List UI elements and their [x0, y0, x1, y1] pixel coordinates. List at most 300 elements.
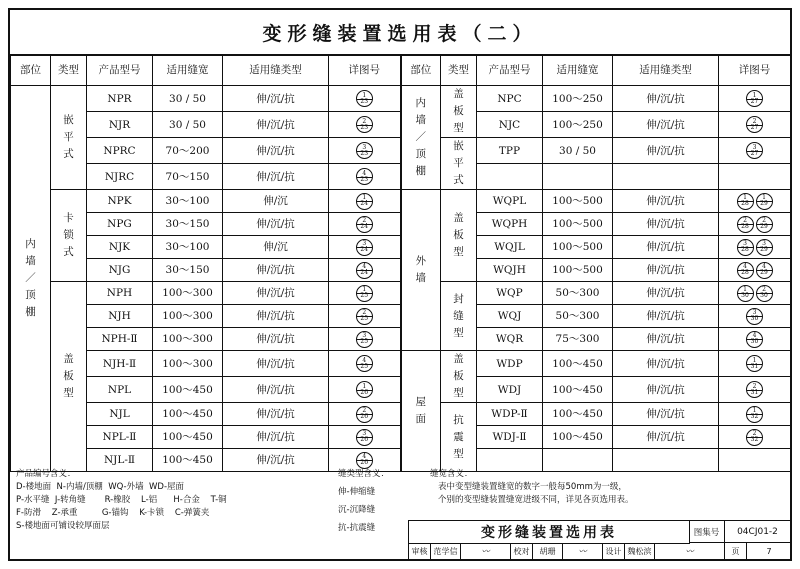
joint-width: 100～300: [153, 328, 223, 351]
detail-index-number: 3: [362, 240, 367, 247]
type-cell: [441, 86, 477, 138]
joint-kind: [613, 164, 719, 190]
detail-index-number: 2: [752, 430, 757, 437]
sig-label-design: 设计: [603, 543, 625, 560]
detail-ref-cell: [329, 138, 401, 164]
detail-index-number: 1: [752, 91, 757, 99]
detail-ref-cell: [329, 112, 401, 138]
joint-width: 100～500: [543, 190, 613, 213]
detail-index-symbol: [737, 239, 754, 256]
detail-index-number: 1: [762, 194, 766, 201]
product-model: TPP: [477, 138, 543, 164]
kind-legend-title: 缝类型含义：: [338, 469, 390, 479]
product-model: NPH: [87, 282, 153, 305]
detail-index-number: 4: [743, 263, 747, 270]
detail-index-symbol: [356, 429, 373, 446]
detail-index-symbol: [356, 406, 373, 423]
detail-index-symbol: [746, 331, 763, 348]
joint-kind: 伸/沉/抗: [223, 305, 329, 328]
joint-kind: 伸/沉/抗: [613, 213, 719, 236]
product-model: NPL: [87, 377, 153, 403]
detail-ref-cell: [329, 259, 401, 282]
column-header: 详图号: [719, 55, 791, 86]
detail-index-number: 4: [362, 263, 367, 270]
detail-index-number: 3: [752, 143, 757, 151]
detail-index-symbol: [356, 90, 373, 107]
product-model: WQR: [477, 328, 543, 351]
detail-index-number: 2: [362, 117, 367, 125]
detail-page-number: 24: [360, 200, 369, 207]
joint-kind: 伸/沉/抗: [613, 138, 719, 164]
joint-width: 100～450: [153, 426, 223, 449]
table-row: [11, 190, 791, 213]
detail-page-number: 28: [741, 200, 749, 207]
signature-review: 〰: [461, 543, 511, 560]
detail-index-symbol: [746, 355, 763, 372]
product-model: NPL-Ⅱ: [87, 426, 153, 449]
detail-page-number: 30: [750, 315, 759, 322]
product-model: NJR: [87, 112, 153, 138]
joint-kind: 伸/沉/抗: [223, 213, 329, 236]
joint-width: 100～250: [543, 86, 613, 112]
detail-index-number: 2: [752, 117, 757, 125]
detail-index-number: 3: [762, 240, 766, 247]
joint-width: 100～500: [543, 213, 613, 236]
joint-width: 30～100: [153, 190, 223, 213]
detail-ref-cell: [719, 351, 791, 377]
product-model: WQJL: [477, 236, 543, 259]
detail-index-symbol: [356, 116, 373, 133]
joint-kind: 伸/沉/抗: [613, 351, 719, 377]
detail-index-symbol: [356, 142, 373, 159]
detail-index-number: 3: [752, 309, 757, 316]
code-legend-line: P-水平缝 J-转角缝 R-橡胶 L-铝 H-合金 T-铜: [16, 495, 227, 505]
detail-index-number: 1: [362, 91, 367, 99]
detail-index-symbol: [746, 142, 763, 159]
joint-width: 30 / 50: [153, 112, 223, 138]
detail-ref-cell: [719, 190, 791, 213]
detail-index-symbol: [356, 216, 373, 233]
joint-width: 50～300: [543, 282, 613, 305]
product-model: NPRC: [87, 138, 153, 164]
detail-page-number: 30: [750, 338, 759, 345]
joint-width: 30～100: [153, 236, 223, 259]
kind-legend-line: 抗-抗震缝: [338, 523, 376, 533]
detail-index-symbol: [356, 355, 373, 372]
joint-width: 100～450: [153, 377, 223, 403]
type-cell-text: 嵌平式: [63, 114, 74, 160]
type-cell-text: 卡锁式: [63, 212, 74, 258]
column-header: 适用缝宽: [153, 55, 223, 86]
product-model: WDJ: [477, 377, 543, 403]
detail-index-symbol: [756, 262, 773, 279]
joint-kind: 伸/沉/抗: [613, 305, 719, 328]
joint-kind: 伸/沉/抗: [613, 403, 719, 426]
joint-kind: 伸/沉: [223, 236, 329, 259]
sig-name-review: 范学信: [431, 543, 461, 560]
detail-ref-cell: [329, 328, 401, 351]
detail-index-symbol: [756, 216, 773, 233]
product-model: NJH: [87, 305, 153, 328]
location-cell: [401, 351, 441, 472]
detail-index-number: 1: [752, 407, 757, 414]
type-cell-text: 盖板型: [453, 353, 464, 399]
joint-kind: 伸/沉/抗: [223, 328, 329, 351]
table-row: [11, 86, 791, 112]
detail-ref-cell: [329, 213, 401, 236]
joint-width: 100～450: [153, 449, 223, 472]
detail-page-number: 30: [760, 292, 768, 299]
detail-page-number: 24: [360, 223, 369, 230]
detail-page-number: 29: [760, 200, 768, 207]
joint-width: 100～500: [543, 259, 613, 282]
detail-ref-cell: [719, 138, 791, 164]
detail-ref-cell: [329, 164, 401, 190]
detail-ref-cell: [719, 426, 791, 449]
detail-page-number: 27: [750, 149, 759, 157]
joint-kind: 伸/沉: [223, 190, 329, 213]
detail-index-number: 2: [362, 407, 367, 414]
product-model: WQJ: [477, 305, 543, 328]
product-model: WQPH: [477, 213, 543, 236]
detail-index-symbol: [356, 308, 373, 325]
joint-width: 100～450: [153, 403, 223, 426]
detail-page-number: 27: [750, 97, 759, 105]
detail-page-number: 31: [750, 362, 759, 370]
type-cell-text: 盖板型: [453, 88, 464, 134]
detail-page-number: 29: [760, 246, 768, 253]
code-legend-title: 产品编号含义：: [16, 469, 76, 479]
detail-index-number: 1: [752, 356, 757, 364]
detail-index-number: 3: [362, 143, 367, 151]
product-model: WQJH: [477, 259, 543, 282]
code-legend-line: D-楼地面 N-内墙/顶棚 WQ-外墙 WD-屋面: [16, 482, 185, 492]
product-model: WDJ-Ⅱ: [477, 426, 543, 449]
detail-index-symbol: [356, 168, 373, 185]
detail-page-number: 29: [760, 223, 768, 230]
joint-width: 100～450: [543, 377, 613, 403]
detail-ref-cell: [329, 282, 401, 305]
location-cell-text: 内墙／顶棚: [25, 238, 36, 318]
joint-width: 100～300: [153, 305, 223, 328]
joint-kind: 伸/沉/抗: [223, 259, 329, 282]
joint-width: 100～450: [543, 403, 613, 426]
location-cell-text: 屋面: [415, 396, 426, 425]
type-cell-text: 盖板型: [63, 353, 74, 399]
product-model: NJL-Ⅱ: [87, 449, 153, 472]
detail-ref-cell: [719, 377, 791, 403]
location-cell: [11, 86, 51, 472]
detail-index-symbol: [756, 239, 773, 256]
product-model: NJH-Ⅱ: [87, 351, 153, 377]
detail-index-number: 1: [362, 382, 367, 390]
joint-width: 100～450: [543, 351, 613, 377]
code-legend-line: F-防滑 Z-承重 G-锚钩 K-卡锁 C-弹簧夹: [16, 508, 210, 518]
location-cell: [401, 190, 441, 351]
detail-page-number: 23: [360, 123, 369, 131]
detail-index-number: 1: [743, 194, 747, 201]
joint-kind: 伸/沉/抗: [223, 426, 329, 449]
type-cell: [51, 190, 87, 282]
width-legend-title: 缝宽含义：: [430, 469, 473, 479]
type-cell-text: 封缝型: [453, 292, 464, 339]
detail-index-number: 3: [362, 430, 367, 437]
column-header: 类型: [441, 55, 477, 86]
atlas-number: 04CJ01-2: [725, 521, 791, 543]
type-cell: [441, 190, 477, 282]
joint-width: 70～200: [153, 138, 223, 164]
joint-width: 100～250: [543, 112, 613, 138]
product-model: WQPL: [477, 190, 543, 213]
detail-ref-cell: [719, 86, 791, 112]
detail-ref-cell: [719, 305, 791, 328]
product-model: NJRC: [87, 164, 153, 190]
detail-index-symbol: [737, 262, 754, 279]
page-label: 页: [725, 543, 747, 560]
detail-ref-cell: [719, 236, 791, 259]
column-header: 适用缝类型: [613, 55, 719, 86]
detail-ref-cell: [329, 86, 401, 112]
joint-width: 70～150: [153, 164, 223, 190]
joint-kind: 伸/沉/抗: [223, 449, 329, 472]
type-cell: [441, 282, 477, 351]
joint-kind: 伸/沉/抗: [223, 138, 329, 164]
sig-name-design: 魏松滨: [625, 543, 655, 560]
page-number: 7: [766, 547, 772, 556]
table-row: [11, 351, 791, 377]
detail-page-number: 32: [750, 436, 759, 443]
joint-width: 50～300: [543, 305, 613, 328]
joint-kind: 伸/沉/抗: [223, 86, 329, 112]
joint-kind: 伸/沉/抗: [223, 282, 329, 305]
kind-legend-line: 沉-沉降缝: [338, 505, 376, 515]
detail-index-number: 2: [743, 217, 747, 224]
product-model: NPK: [87, 190, 153, 213]
detail-ref-cell: [719, 328, 791, 351]
code-legend-line: S-楼地面可铺设较厚面层: [16, 521, 110, 531]
detail-ref-cell: [719, 282, 791, 305]
detail-index-symbol: [356, 262, 373, 279]
drawing-sheet: [8, 8, 792, 561]
column-header: 产品型号: [87, 55, 153, 86]
product-model: NPR: [87, 86, 153, 112]
detail-page-number: 23: [360, 149, 369, 157]
joint-width: 30 / 50: [543, 138, 613, 164]
type-cell: [51, 86, 87, 190]
sig-label-review: 审核: [409, 543, 431, 560]
detail-ref-cell: [329, 305, 401, 328]
type-cell-text: 嵌平式: [453, 140, 464, 186]
detail-index-symbol: [746, 308, 763, 325]
joint-width: 30～150: [153, 213, 223, 236]
joint-kind: 伸/沉/抗: [613, 259, 719, 282]
detail-index-symbol: [356, 381, 373, 398]
detail-ref-cell: [329, 351, 401, 377]
joint-width: 100～450: [543, 426, 613, 449]
product-model: NJL: [87, 403, 153, 426]
detail-index-number: 4: [362, 356, 367, 364]
joint-kind: 伸/沉/抗: [223, 377, 329, 403]
joint-kind: 伸/沉/抗: [613, 282, 719, 305]
detail-ref-cell: [329, 403, 401, 426]
detail-index-number: 1: [362, 194, 367, 201]
joint-kind: 伸/沉/抗: [223, 112, 329, 138]
joint-width: [543, 164, 613, 190]
column-header: 详图号: [329, 55, 401, 86]
detail-index-number: 2: [752, 382, 757, 390]
detail-ref-cell: [719, 112, 791, 138]
joint-kind: 伸/沉/抗: [613, 86, 719, 112]
product-model: NJC: [477, 112, 543, 138]
detail-index-symbol: [356, 285, 373, 302]
joint-width: 100～500: [543, 236, 613, 259]
detail-index-symbol: [756, 285, 773, 302]
location-cell-text: 外墙: [415, 255, 426, 284]
joint-kind: 伸/沉/抗: [613, 377, 719, 403]
joint-width: 100～300: [153, 351, 223, 377]
kind-legend-line: 伸-伸缩缝: [338, 487, 376, 497]
joint-width: 100～300: [153, 282, 223, 305]
product-model: WDP-Ⅱ: [477, 403, 543, 426]
detail-page-number: 31: [750, 388, 759, 396]
joint-kind: 伸/沉/抗: [613, 112, 719, 138]
column-header: 类型: [51, 55, 87, 86]
product-model: NPC: [477, 86, 543, 112]
detail-index-symbol: [737, 216, 754, 233]
detail-index-number: 4: [762, 263, 766, 270]
detail-page-number: 30: [741, 292, 749, 299]
type-cell-text: 盖板型: [453, 212, 464, 258]
detail-index-symbol: [746, 381, 763, 398]
detail-page-number: 25: [360, 338, 369, 345]
detail-index-number: 3: [743, 240, 747, 247]
detail-index-number: 4: [362, 453, 367, 460]
detail-page-number: 24: [360, 246, 369, 253]
detail-index-number: 1: [743, 286, 747, 293]
atlas-label: 图集号: [689, 521, 725, 543]
joint-kind: 伸/沉/抗: [223, 351, 329, 377]
joint-width: 30 / 50: [153, 86, 223, 112]
detail-page-number: 25: [360, 362, 369, 370]
table-header-row: [11, 55, 791, 86]
detail-page-number: 27: [750, 123, 759, 131]
detail-ref-cell: [329, 426, 401, 449]
joint-kind: 伸/沉/抗: [613, 190, 719, 213]
detail-page-number: 26: [360, 413, 369, 420]
detail-page-number: 25: [360, 315, 369, 322]
detail-ref-cell: [719, 259, 791, 282]
type-cell: [441, 403, 477, 472]
detail-index-symbol: [737, 193, 754, 210]
joint-width: 30～150: [153, 259, 223, 282]
column-header: 适用缝宽: [543, 55, 613, 86]
detail-page-number: 26: [360, 436, 369, 443]
detail-index-symbol: [746, 90, 763, 107]
joint-kind: 伸/沉/抗: [223, 403, 329, 426]
width-legend: [430, 468, 760, 507]
detail-page-number: 25: [360, 292, 369, 299]
detail-ref-cell: [329, 190, 401, 213]
detail-page-number: 23: [360, 97, 369, 105]
signature-check: 〰: [563, 543, 603, 560]
selection-table: [10, 54, 791, 472]
sig-name-check: 胡珊: [533, 543, 563, 560]
joint-width: 75～300: [543, 328, 613, 351]
detail-index-number: 3: [362, 332, 367, 339]
product-model: [477, 164, 543, 190]
code-legend: [16, 468, 316, 533]
detail-page-number: 24: [360, 269, 369, 276]
product-model: NJK: [87, 236, 153, 259]
type-cell-text: 抗震型: [453, 413, 464, 460]
joint-kind: 伸/沉/抗: [613, 328, 719, 351]
title-block: [408, 520, 791, 560]
detail-index-symbol: [746, 406, 763, 423]
sig-label-check: 校对: [511, 543, 533, 560]
joint-kind: 伸/沉/抗: [613, 236, 719, 259]
detail-page-number: 28: [741, 269, 749, 276]
product-model: NPG: [87, 213, 153, 236]
detail-index-number: 1: [362, 286, 367, 293]
product-model: WDP: [477, 351, 543, 377]
product-model: NPH-Ⅱ: [87, 328, 153, 351]
detail-index-number: 4: [362, 169, 367, 177]
type-cell: [441, 138, 477, 190]
detail-ref-cell: [329, 236, 401, 259]
signature-design: 〰: [655, 543, 725, 560]
detail-index-number: 2: [762, 217, 766, 224]
column-header: 适用缝类型: [223, 55, 329, 86]
detail-index-number: 4: [752, 332, 757, 339]
detail-ref-cell: [719, 164, 791, 190]
detail-index-symbol: [746, 429, 763, 446]
page-title: 变形缝装置选用表（二）: [10, 10, 790, 56]
detail-ref-cell: [329, 377, 401, 403]
column-header: 产品型号: [477, 55, 543, 86]
detail-ref-cell: [719, 213, 791, 236]
joint-kind: 伸/沉/抗: [613, 426, 719, 449]
product-model: NJG: [87, 259, 153, 282]
detail-index-symbol: [356, 331, 373, 348]
width-legend-line: 表中变型缝装置缝宽的数字一般每50mm为一级，: [438, 482, 627, 492]
column-header: 部位: [11, 55, 51, 86]
detail-page-number: 23: [360, 175, 369, 183]
detail-index-symbol: [756, 193, 773, 210]
detail-page-number: 29: [760, 269, 768, 276]
detail-page-number: 26: [360, 388, 369, 396]
detail-index-symbol: [746, 116, 763, 133]
detail-page-number: 26: [360, 459, 369, 466]
detail-index-symbol: [737, 285, 754, 302]
detail-page-number: 28: [741, 246, 749, 253]
location-cell: [401, 86, 441, 190]
detail-ref-cell: [719, 403, 791, 426]
width-legend-line: 个别的变型缝装置缝宽进级不同，详见各页选用表。: [438, 495, 634, 505]
type-cell: [441, 351, 477, 403]
detail-index-symbol: [356, 239, 373, 256]
detail-page-number: 28: [741, 223, 749, 230]
joint-kind: 伸/沉/抗: [223, 164, 329, 190]
product-model: WQP: [477, 282, 543, 305]
detail-index-symbol: [356, 193, 373, 210]
location-cell-text: 内墙／顶棚: [415, 97, 426, 177]
detail-index-number: 2: [362, 309, 367, 316]
detail-index-number: 2: [362, 217, 367, 224]
type-cell: [51, 282, 87, 472]
drawing-name: 变形缝装置选用表: [409, 521, 690, 544]
detail-page-number: 32: [750, 413, 759, 420]
column-header: 部位: [401, 55, 441, 86]
